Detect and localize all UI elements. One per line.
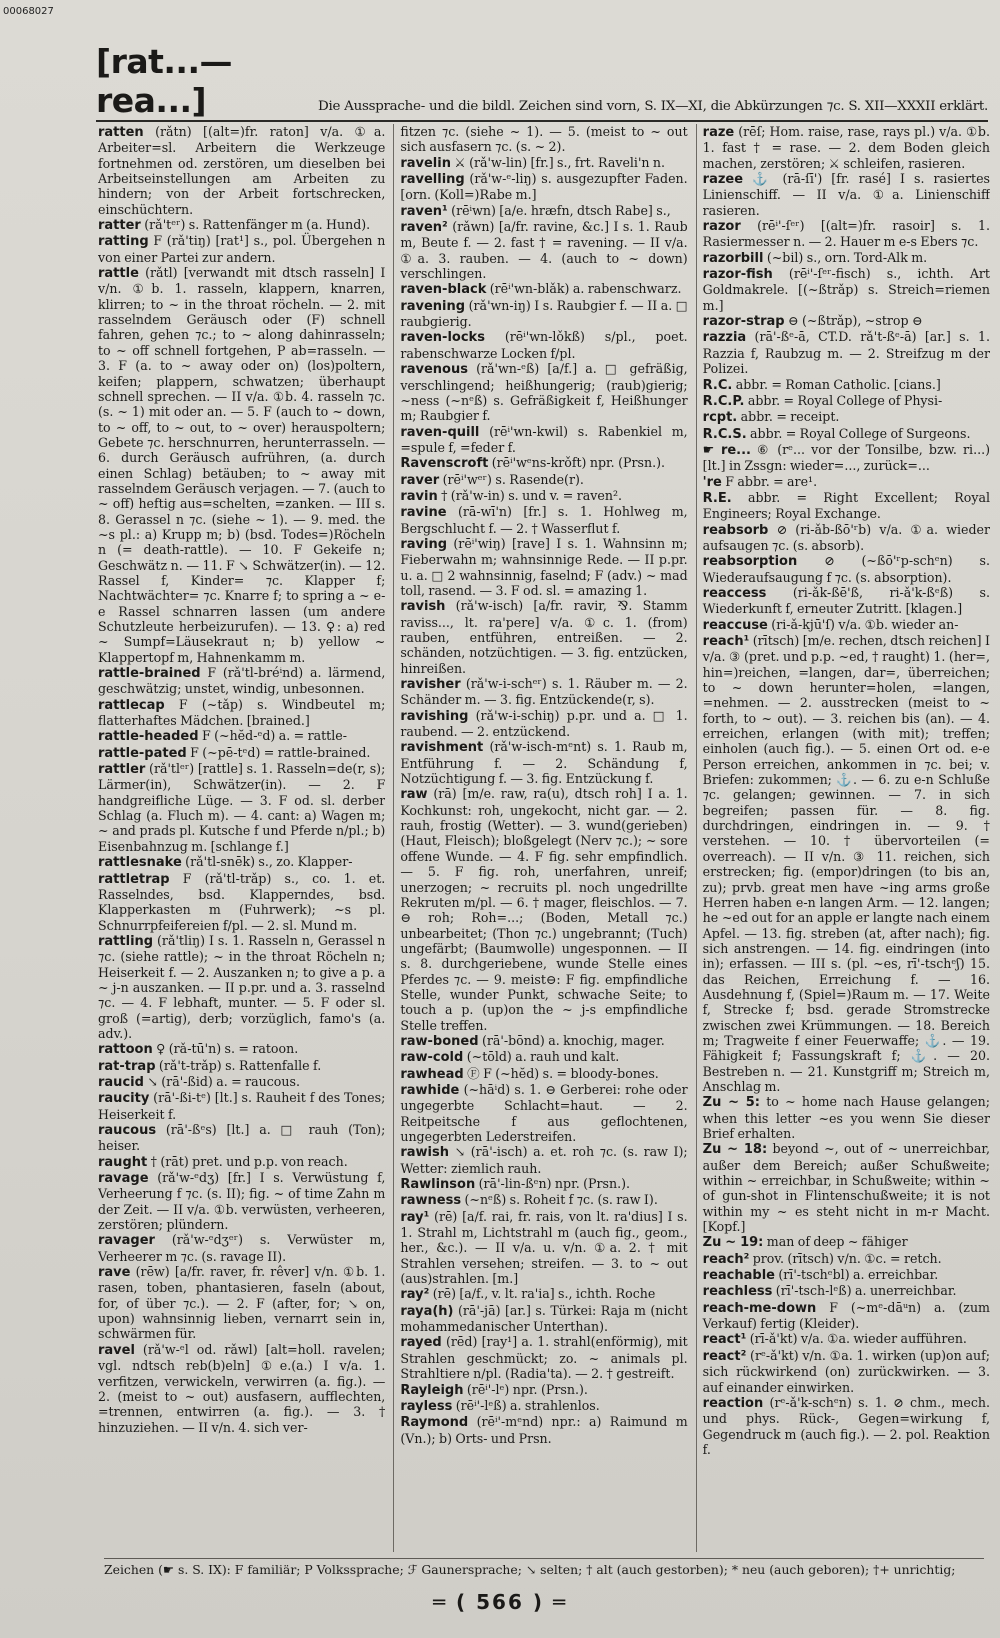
dictionary-entry (400, 424, 687, 456)
dictionary-entry (400, 329, 687, 361)
dictionary-entry (98, 761, 385, 854)
dictionary-entry (703, 490, 990, 522)
entry-headword: rattle (98, 266, 139, 282)
entry-headword: raven¹ (400, 203, 448, 219)
dictionary-entry (98, 665, 385, 697)
entry-definition: F (~hĕd-ᵉd) a. = rattle- (201, 728, 347, 744)
dictionary-entry (400, 1398, 687, 1414)
entry-definition: abbr. = Royal College of Physi- (747, 392, 943, 408)
dictionary-entry (703, 633, 990, 1094)
dictionary-entry (703, 522, 990, 554)
footer-legend: Zeichen (☛ s. S. IX): F familiär; P Volkssprache; ℱ Gaunersprache; ↘ selten; † alt (auch gestorben); * neu (auch geboren); †+ unrichtig; (104, 1558, 984, 1577)
entry-definition: F (~tǎp) s. Windbeutel m; flatterhaftes Mädchen. [brained.] (98, 696, 386, 729)
dictionary-entry (98, 217, 385, 233)
entry-definition: (rēⁱ'-mᵉnd) npr.: a) Raimund m (Vn.); b) Orts- und Prsn. (400, 1414, 688, 1446)
entry-headword: rattletrap (98, 871, 170, 887)
entry-headword: ravager (98, 1233, 155, 1249)
dictionary-entry (703, 329, 990, 376)
entry-definition: (~hāⁱd) s. 1. ⊖ Gerberei: rohe oder ungegerbte Schlacht=haut. — 2. Reitpeitsche f aus geflochtenen, ungegerbten Lederstreifen. (400, 1081, 688, 1144)
entry-definition: (rēⁱ'-ſᵉʳ) [(alt=)fr. rasoir] s. 1. Rasiermesser n. — 2. Hauer m e-s Ebers ⁊c. (702, 218, 990, 250)
entry-headword: raw (400, 787, 428, 803)
dictionary-entry (98, 745, 385, 761)
entry-headword: rattoon (98, 1042, 153, 1058)
entry-definition: (rēſ; Hom. raise, rase, rays pl.) v/a. ①b. 1. fast † = rase. — 2. dem Boden gleich machen, zerstören; ⚔ schleifen, rasieren. (702, 124, 990, 171)
dictionary-entry (703, 553, 990, 585)
dictionary-entry (400, 536, 687, 598)
entry-definition: ⑥ (rᵉ... vor der Tonsilbe, bzw. ri...) [lt.] in Zssgn: wieder=..., zurück=... (702, 441, 990, 474)
entry-definition: (rᵉ-ǎ'kt) v/n. ①a. 1. wirken (up)on auf; sich rückwirkend (on) zurückwirken. — 3. auf einander einwirken. (702, 1347, 990, 1395)
entry-headword: reach² (702, 1251, 750, 1267)
entry-headword: ray² (400, 1287, 430, 1303)
entry-headword: raya(h) (400, 1303, 454, 1319)
dictionary-entry (703, 313, 990, 329)
entry-headword: R.C.S. (702, 426, 747, 442)
entry-definition: ♀ (rǎ-tū'n) s. = ratoon. (156, 1041, 299, 1057)
headword-range: [rat...—rea...] (96, 42, 233, 120)
dictionary-entry (400, 1176, 687, 1192)
entry-headword: rawhead (400, 1066, 464, 1082)
entry-definition: (~tōld) a. rauh und kalt. (466, 1049, 620, 1065)
entry-definition: (rǎ'wn-iŋ) I s. Raubgier f. — II a. □ raubgierig. (400, 297, 688, 330)
dictionary-entry (98, 871, 385, 933)
dictionary-entry (98, 1122, 385, 1154)
dictionary-entry (400, 1192, 687, 1208)
entry-definition: (rǎ'w-ᵉdʒ) [fr.] I s. Verwüstung f, Verheerung f ⁊c. (s. II); fig. ~ of time Zahn m der Zeit. — II v/a. ①b. verwüsten, verheeren, zerstören; plündern. (98, 1170, 386, 1233)
dictionary-entry (703, 393, 990, 409)
entry-definition: (rǎ'w-ᵉ-liŋ) s. ausgezupfter Faden. [orn. (Koll=)Rabe m.] (400, 171, 688, 203)
entry-definition: (rītsch) [m/e. rechen, dtsch reichen] I v/a. ③ (pret. und p.p. ~ed, † raught) 1. (her=, hin=)reichen, =langen, dar=, überreichen; to ~ down herunter=holen, =langen, =nehmen. — 2. ausstrecken (meist to ~ forth, to ~ out). — 3. reichen bis (an). — 4. erreichen, erlangen (with mit); treffen; einholen (auch fig.). — 5. einen Ort od. e-e Person erreichen, ankommen in ⁊c. bei; v. Briefen: zukommen; ⚓. — 6. zu e-n Schluße ⁊c. gelangen; gewinnen. — 7. in sich begreifen; passen für. — 8. fig. durchdringen, eindringen in. — 9. † verstehen. — 10. † übervorteilen (= overreach). — II v/n. ③ 11. reichen, sich erstrecken; fig. (empor)dringen (to bis an, zu); prvb. great men have ~ing arms große Herren haben e-n langen Arm. — 12. langen; he ~ed out for an apple er langte nach einem Apfel. — 13. fig. streben (at, after nach); fig. sich anstrengen. — 14. fig. eindringen (into in); erfassen. — III s. (pl. ~es, rī'-tschᵉʃ) 15. das Reichen, Erreichung f. — 16. Ausdehnung f, (Spiel=)Raum m. — 17. Weite f, Strecke f; bsd. gerade Stromstrecke zwischen zwei Krümmungen. — 18. Bereich m; Tragweite f einer Feuerwaffe; ⚓. — 19. Fähigkeit f; Fassungskraft f; ⚓. — 20. Bestreben n. — 21. Kunstgriff m; Streich m, Anschlag m. (702, 633, 990, 1094)
entry-headword: raven² (400, 220, 448, 236)
dictionary-entry (703, 1283, 990, 1299)
entry-definition: abbr. = Roman Catholic. [cians.] (735, 376, 941, 392)
entry-definition: † (rǎ'w-in) s. und v. = raven². (441, 487, 622, 503)
dictionary-entry (400, 298, 687, 330)
entry-headword: Zu ~ 19: (702, 1235, 764, 1251)
entry-definition: (rǎ'w-i-schᵉʳ) s. 1. Räuber m. — 2. Schänder m. — 3. fig. Entzückende(r, s). (400, 676, 688, 708)
entry-definition: (rᵉ-ǎ'k-schᵉn) s. 1. ⊘ chm., mech. und phys. Rück-, Gegen=wirkung f, Gegendruck m (auch fig.). — 2. pol. Reaktion f. (702, 1394, 990, 1457)
entry-definition: (rēⁱ'-ſᵉʳ-fisch) s., ichth. Art Goldmakrele. [(~ßtrǎp) s. Streich=riemen m.] (702, 266, 990, 313)
entry-definition: † (rāt) pret. und p.p. von reach. (150, 1153, 348, 1169)
entry-headword: reachable (702, 1268, 775, 1284)
entry-headword: ravine (400, 505, 447, 521)
entry-headword: ravelin (400, 155, 451, 171)
dictionary-entry (400, 1303, 687, 1335)
entry-definition: man of deep ~ fähiger (766, 1234, 908, 1250)
header-note: Die Aussprache- und die bildl. Zeichen sind vorn, S. IX—XI, die Abkürzungen ⁊c. S. XII—XXXII erklärt. (317, 99, 988, 114)
entry-headword: ratting (98, 234, 149, 250)
entry-headword: Ravenscroft (400, 456, 489, 472)
dictionary-entry (98, 265, 385, 665)
entry-definition: (rā-wī'n) [fr.] s. 1. Hohlweg m, Bergschlucht f. — 2. † Wasserflut f. (400, 504, 688, 536)
dictionary-entry (703, 1234, 990, 1250)
entry-definition: abbr. = Royal College of Surgeons. (750, 425, 971, 441)
entry-headword: react¹ (702, 1332, 747, 1348)
entry-definition: abbr. = Right Excellent; Royal Engineers; Royal Exchange. (702, 489, 990, 522)
dictionary-entry (98, 1264, 385, 1342)
dictionary-entry (703, 1267, 990, 1283)
entry-headword: Raymond (400, 1415, 469, 1431)
entry-headword: raze (702, 125, 735, 140)
entry-definition: (rǎ'w-i-schiŋ) p.pr. und a. □ 1. raubend. — 2. entzückend. (400, 707, 688, 740)
dictionary-entry (98, 233, 385, 265)
entry-headword: rattling (98, 933, 154, 949)
dictionary-entry (400, 472, 687, 488)
entry-definition: (rǎ'w-ᵉl od. rǎwl) [alt=holl. ravelen; vgl. ndtsch reb(b)eln] ①e.(a.) I v/a. 1. verfitzen, verwickeln, verwirren (a. fig.). — 2. (meist to ~ out) ausfasern, aufflechten, =trennen, entwirren (a. fig.). — 3. † hinzuziehen. — II v/n. 4. sich ver- (98, 1341, 386, 1435)
entry-headword: rawish (400, 1145, 449, 1161)
entry-headword: rattlecap (98, 697, 165, 713)
entry-headword: razorbill (702, 250, 764, 266)
entry-definition: (rēd) [ray¹] a. 1. strahl(enförmig), mit Strahlen geschmückt; zo. ~ animals pl. Strahltiere n/pl. (Radia'ta). — 2. † gestreift. (400, 1334, 688, 1382)
entry-definition: (rēⁱ'wn-lǒkß) s/pl., poet. rabenschwarze Locken f/pl. (400, 329, 688, 361)
dictionary-entry (98, 933, 385, 1041)
entry-definition: (rēⁱ'-lᵉ) npr. (Prsn.). (466, 1381, 588, 1397)
entry-headword: ravish (400, 599, 446, 615)
dictionary-entry (400, 455, 687, 471)
entry-headword: raving (400, 536, 448, 552)
entry-definition: F (~mᵉ-dāᵘn) a. (zum Verkauf) fertig (Kleider). (702, 1299, 990, 1332)
dictionary-entry (703, 250, 990, 266)
entry-definition: (rēw) [a/fr. raver, fr. rêver] v/n. ①b. 1. rasen, toben, phantasieren, faseln (about, for, of über ⁊c.). — 2. F (after, for; ↘ on, upon) wahnsinnig lieben, vernarrt sein in, schwärmen für. (98, 1264, 386, 1342)
entry-definition: ⚓ (rā-ſī') [fr. rasé] I s. rasiertes Linienschiff. — II v/a. ①a. Linienschiff rasieren. (702, 171, 990, 218)
column-left (98, 124, 385, 1552)
dictionary-entry (98, 728, 385, 744)
entry-headword: rattle-brained (98, 666, 201, 682)
dictionary-entry (98, 697, 385, 729)
entry-headword: react² (702, 1348, 747, 1364)
dictionary-entry (703, 377, 990, 393)
dictionary-entry (400, 504, 687, 536)
entry-definition: (rǎ'w-isch-mᵉnt) s. 1. Raub m, Entführung f. — 2. Schändung f, Notzüchtigung f. — 3. fig. Entzückung f. (400, 739, 688, 787)
entry-headword: ☛ re... (702, 442, 751, 458)
entry-headword: raught (98, 1154, 148, 1170)
dictionary-entry (703, 617, 990, 633)
entry-headword: reaccuse (702, 617, 768, 633)
entry-headword: reaccess (702, 585, 767, 601)
entry-headword: raucity (98, 1091, 150, 1107)
entry-definition: (ri-ǎ-kjū'ſ) v/a. ①b. wieder an- (771, 616, 959, 632)
entry-headword: ravenous (400, 362, 468, 378)
entry-definition: (rē) [a/f. rai, fr. rais, von lt. ra'dius] I s. 1. Strahl m, Lichtstrahl m (auch fig., geom., her., &c.). — II v/a. u. v/n. ①a. 2. † mit Strahlen versehen; streifen. — 3. to ~ out (aus)strahlen. [m.] (400, 1208, 688, 1287)
dictionary-entry (98, 1154, 385, 1170)
entry-definition: (rǎtn) [(alt=)fr. raton] v/a. ①a. Arbeiter=sl. Arbeitern die Werkzeuge fortnehmen od. zerstören, um dieselben bei Arbeitseinstellungen am Arbeiten zu hindern; von der Arbeit fortschrecken, einschüchtern. (98, 124, 386, 217)
dictionary-entry (703, 1348, 990, 1395)
entry-headword: reach-me-down (702, 1300, 817, 1316)
dictionary-entry (98, 1041, 385, 1057)
dictionary-entry (400, 155, 687, 171)
dictionary-entry (400, 1209, 687, 1287)
entry-definition: (rǎ'wn-ᵉß) [a/f.] a. □ gefräßig, verschlingend; heißhungerig; (raub)gierig; ~ness (~nᵉß) s. Gefräßigkeit f, Heißhunger m; Raubgier f. (400, 361, 688, 424)
dictionary-entry (400, 598, 687, 676)
entry-headword: ratten (98, 125, 144, 140)
entry-headword: razzia (702, 330, 747, 346)
entry-definition: abbr. = receipt. (740, 409, 840, 425)
entry-headword: rattle-pated (98, 745, 187, 761)
entry-definition: ⊘ (~ßō'ʳp-schᵉn) s. Wiederaufsaugung f ⁊c. (s. absorption). (702, 553, 990, 585)
dictionary-entry (703, 409, 990, 425)
dictionary-entry (400, 1049, 687, 1065)
entry-headword: razee (702, 172, 744, 188)
scan-id: 00068027 (3, 6, 54, 17)
entry-definition: ↘ (rā'-ßid) a. = raucous. (147, 1073, 300, 1089)
entry-headword: raw-cold (400, 1050, 464, 1066)
running-head (96, 42, 988, 122)
dictionary-entry (98, 1170, 385, 1232)
entry-headword: ray¹ (400, 1209, 430, 1225)
entry-definition: (rēⁱ'-lᵉß) a. strahlenlos. (455, 1397, 600, 1413)
dictionary-entry (703, 1251, 990, 1267)
dictionary-entry (703, 1094, 990, 1141)
entry-definition: F (rǎ'tiŋ) [rat¹] s., pol. Übergehen n von einer Partei zur andern. (98, 233, 386, 265)
entry-definition: (rǎ't-trǎp) s. Rattenfalle f. (158, 1057, 322, 1073)
entry-definition: (rǎ'tᵉʳ) s. Rattenfänger m (a. Hund). (144, 217, 371, 233)
dictionary-entry (703, 218, 990, 250)
entry-definition: (rēⁱ'wn-blǎk) a. rabenschwarz. (489, 281, 682, 297)
entry-headword: Rawlinson (400, 1177, 476, 1193)
dictionary-entry (703, 474, 990, 490)
entry-headword: rattle-headed (98, 729, 199, 745)
dictionary-entry (400, 676, 687, 708)
entry-headword: ravishing (400, 708, 469, 724)
dictionary-entry (400, 1334, 687, 1381)
dictionary-entry (703, 585, 990, 617)
dictionary-entry (98, 1074, 385, 1090)
entry-headword: ratter (98, 218, 141, 234)
entry-headword: rattler (98, 762, 146, 778)
entry-headword: reach¹ (702, 634, 750, 649)
entry-headword: rat-trap (98, 1058, 156, 1074)
entry-definition: (rǎ'w-isch) [a/fr. ravir, ⅋. Stamm raviss..., lt. ra'pere] v/a. ①c. 1. (from) rauben, entführen, entreißen. — 2. schänden, notzüchtigen. — 3. fig. entzücken, hinreißen. (400, 598, 688, 676)
dictionary-entry (400, 488, 687, 504)
entry-headword: ravel (98, 1342, 135, 1358)
entry-definition: (rā'-bōnd) a. knochig, mager. (481, 1032, 665, 1048)
dictionary-entry (400, 708, 687, 740)
dictionary-entry (400, 203, 687, 219)
entry-headword: ravisher (400, 677, 461, 693)
dictionary-entry (98, 124, 385, 217)
entry-definition: (rēⁱ'wᵉʳ) s. Rasende(r). (442, 471, 584, 487)
entry-headword: rcpt. (702, 410, 738, 426)
entry-headword: R.E. (702, 490, 732, 506)
entry-headword: ravelling (400, 172, 465, 188)
entry-definition: (~bil) s., orn. Tord-Alk m. (766, 249, 928, 265)
entry-headword: raucous (98, 1123, 157, 1138)
dictionary-entry (400, 1414, 687, 1446)
dictionary-entry (400, 1144, 687, 1176)
dictionary-entry (703, 442, 990, 474)
entry-headword: razor (702, 219, 741, 235)
dictionary-entry (703, 124, 990, 171)
dictionary-entry (98, 1232, 385, 1264)
entry-headword: Zu ~ 5: (702, 1095, 760, 1111)
entry-definition: (rǎ'w-ᵉdʒᵉʳ) s. Verwüster m, Verheerer m ⁊c. (s. ravage II). (98, 1232, 386, 1264)
entry-headword: razor-fish (702, 267, 773, 283)
entry-headword: rawness (400, 1193, 462, 1209)
dictionary-entry (400, 739, 687, 786)
entry-headword: Zu ~ 18: (702, 1142, 768, 1158)
entry-definition: (rē) [a/f., v. lt. ra'ia] s., ichth. Roche (432, 1286, 656, 1302)
entry-headword: R.C.P. (702, 393, 745, 409)
dictionary-entry (98, 1090, 385, 1122)
entry-headword: rayed (400, 1335, 442, 1351)
dictionary-entry (98, 1342, 385, 1435)
dictionary-entry (703, 1395, 990, 1457)
entry-definition: F (~pē-tᵉd) = rattle-brained. (190, 744, 371, 760)
dictionary-entry (703, 426, 990, 442)
entry-definition: ↘ (rā'-isch) a. et. roh ⁊c. (s. raw I); Wetter: ziemlich rauh. (400, 1144, 688, 1176)
entry-headword: ravin (400, 488, 438, 504)
dictionary-entry (98, 854, 385, 870)
entry-headword: raucid (98, 1074, 144, 1090)
column-right (696, 124, 990, 1552)
entry-definition: F abbr. = are¹. (725, 473, 818, 489)
dictionary-entry (400, 1066, 687, 1082)
entry-definition: (rēⁱ'wᵉns-krǒft) npr. (Prsn.). (491, 455, 665, 471)
entry-headword: raw-boned (400, 1033, 479, 1049)
dictionary-entry (703, 1141, 990, 1234)
entry-headword: raven-quill (400, 424, 480, 440)
entry-definition: Ⓕ F (~hĕd) s. = bloody-bones. (467, 1065, 659, 1081)
entry-headword: 're (702, 474, 722, 490)
entry-definition: (rā) [m/e. raw, ra(u), dtsch roh] I a. 1. Kochkunst: roh, ungekocht, nicht gar. — 2. rauh, frostig (Wetter). — 3. wund(gerieben) (Haut, Fleisch); bloßgelegt (Nerv ⁊c.); ~ sore offene Wunde. — 4. F fig. sehr empfindlich. — 5. F fig. roh, unerfahren, unreif; unerzogen; ~ recruits pl. noch ungedrillte Rekruten m/pl. — 6. † mager, fleischlos. — 7. ⊖ roh; Roh=...; (Boden, Metall ⁊c.) unbearbeitet; (Thon ⁊c.) ungebrannt; (Tuch) ungefärbt; (Baumwolle) ungesponnen. — II s. 8. durchgeriebene, wunde Stelle eines Pferdes ⁊c. — 9. meist⊖: F fig. empfindliche Stelle, wunder Punkt, schwache Seite; to touch a p. (up)on the ~ j-s empfindliche Stelle treffen. (400, 786, 688, 1033)
dictionary-entry (703, 1300, 990, 1332)
entry-definition: beyond ~, out of ~ unerreichbar, außer dem Bereich; außer Schußweite; within ~ erreichbar, in Schußweite; within ~ of gun-shot in Flintenschußweite; it is not within my ~ es steht nicht in m-r Macht. [Kopf.] (702, 1141, 990, 1235)
entry-definition: (rī'-tsch-lᵉß) a. unerreichbar. (775, 1283, 957, 1299)
entry-definition: prov. (rītsch) v/n. ①c. = retch. (752, 1250, 942, 1266)
dictionary-entry (400, 171, 687, 203)
entry-definition: ⚔ (rǎ'w-lin) [fr.] s., frt. Raveli'n n. (454, 154, 666, 170)
entry-definition: (rā'-lin-ßᵉn) npr. (Prsn.). (478, 1176, 631, 1192)
entry-definition: (rǎtl) [verwandt mit dtsch rasseln] I v/n. ①b. 1. rasseln, klappern, knarren, klirren; to ~ in the throat röcheln. — 2. mit rasselndem Geräusch oder (F) schnell fahren, gehen ⁊c.; to ~ along dahinrasseln; to ~ off schnell fortgehen, P ab=rasseln. — 3. F (a. to ~ away oder on) (los)poltern, keifen; plappern, schwatzen; überhaupt schnell sprechen. — II v/a. ①b. 4. rasseln ⁊c. (s. ~ 1) mit oder an. — 5. F (auch to ~ down, to ~ off, to ~ out, to ~ over) herauspoltern; Gebete ⁊c. herschnurren, herunterrasseln. — 6. durch Geräusch aufrühren, (a. durch einen Schlag) betäuben; to ~ away mit rasselndem Geräusch verjagen. — 7. (auch to ~ off) heftig aus=schelten, =zanken. — III s. 8. Gerassel n ⁊c. (siehe ~ 1). — 9. med. the ~s pl.: a) Krupp m; b) (bsd. Todes=)Röcheln n (= death-rattle). — 10. F Gekeife n; Geschwätz n. — 11. F ↘ Schwätzer(in). — 12. Rassel f, Kinder= ⁊c. Klapper f; Nachtwächter= ⁊c. Knarre f; to spring a ~ e-e Rassel schnarren lassen (um andere Schutzleute herbeizurufen). — 13. ♀: a) red ~ Sumpf=Läusekraut n; b) yellow ~ Klappertopf m, Hahnenkamm m. (98, 265, 386, 665)
dictionary-entry (703, 1331, 990, 1347)
entry-headword: reabsorption (702, 554, 798, 570)
entry-definition: F (rǎ'tl-trǎp) s., co. 1. et. Rasselndes, bsd. Klapperndes, bsd. Klapperkasten m (Fuhrwerk); ~s pl. Schnurrpfeifereien f/pl. — 2. sl. Mund m. (98, 870, 386, 933)
entry-headword: rattlesnake (98, 855, 182, 871)
entry-definition: (rā'-ßᵉs) [lt.] a. □ rauh (Ton); heiser. (98, 1122, 386, 1154)
dictionary-entry (400, 361, 687, 423)
entry-headword: rawhide (400, 1082, 460, 1098)
entry-definition: (rēⁱwn) [a/e. hræfn, dtsch Rabe] s., (451, 202, 671, 218)
entry-definition: (rēⁱ'wn-kwil) s. Rabenkiel m, =spule f, =feder f. (400, 423, 688, 455)
entry-definition: (rā'-jā) [ar.] s. Türkei: Raja m (nicht mohammedanischer Unterthan). (400, 1302, 688, 1335)
entry-definition: (rǎwn) [a/fr. ravine, &c.] I s. 1. Raub m, Beute f. — 2. fast † = ravening. — II v/a. ①a. 3. rauben. — 4. (auch to ~ down) verschlingen. (400, 219, 688, 282)
entry-headword: razor-strap (702, 314, 785, 330)
dictionary-entry (400, 1382, 687, 1398)
entry-headword: ravening (400, 298, 466, 314)
entry-headword: R.C. (702, 377, 733, 393)
entry-definition: F (rǎ'tl-bréⁱnd) a. lärmend, geschwätzig; unstet, windig, unbesonnen. (98, 665, 386, 697)
dictionary-entry (703, 266, 990, 313)
entry-headword: rayless (400, 1398, 453, 1414)
entry-definition: (rā'-ßᵉ-ā, CT.D. rǎ't-ßᵉ-ā) [ar.] s. 1. Razzia f, Raubzug m. — 2. Streifzug m der Polizei. (702, 329, 990, 377)
entry-definition: (ri-ǎk-ßē'ß, ri-ǎ'k-ßᵉß) s. Wiederkunft f, erneuter Zutritt. [klagen.] (702, 584, 990, 617)
entry-definition: ⊘ (ri-ǎb-ßō'ʳb) v/a. ①a. wieder aufsaugen ⁊c. (s. absorb). (702, 521, 990, 553)
entry-definition: to ~ home nach Hause gelangen; when this letter ~es you wenn Sie dieser Brief erhalten. (702, 1094, 990, 1141)
dictionary-entry (400, 124, 687, 155)
entry-definition: (~nᵉß) s. Roheit f ⁊c. (s. raw I). (464, 1192, 658, 1208)
entry-headword: ravishment (400, 740, 484, 756)
column-middle (393, 124, 687, 1552)
entry-headword: reabsorb (702, 522, 769, 538)
entry-headword: Rayleigh (400, 1382, 464, 1398)
entry-definition: (rǎ'tlᵉʳ) [rattle] s. 1. Rasseln=de(r, s); Lärmer(in), Schwätzer(in). — 2. F handgreifliche Lüge. — 3. F od. sl. derber Schlag (a. Fluch m). — 4. cant: a) Wagen m; ~ and prads pl. Kutsche f und Pferde n/pl.; b) Eisenbahnzug m. [schlange f.] (98, 761, 386, 854)
entry-headword: ravage (98, 1171, 149, 1187)
entry-definition: (rǎ'tliŋ) I s. 1. Rasseln n, Gerassel n ⁊c. (siehe rattle); ~ in the throat Röcheln n; Heiserkeit f. — 2. Auszanken n; to give a p. a ~ j-n auszanken. — II p.pr. und a. 3. rasselnd ⁊c. — 4. F lebhaft, munter. — 5. F oder sl. groß (=artig), derb; vorzüglich, famo's (a. adv.). (98, 932, 386, 1041)
entry-headword: reachless (702, 1284, 773, 1300)
entry-definition: (rā'-ßi-tᵉ) [lt.] s. Rauheit f des Tones; Heiserkeit f. (98, 1090, 386, 1122)
dictionary-entry (703, 171, 990, 218)
entry-headword: reaction (702, 1395, 764, 1411)
entry-headword: raven-locks (400, 330, 485, 346)
entry-definition: (rī-ǎ'kt) v/a. ①a. wieder aufführen. (749, 1331, 967, 1347)
entry-definition: (rī'-tschᵉbl) a. erreichbar. (778, 1267, 939, 1283)
dictionary-entry (400, 281, 687, 297)
dictionary-entry (400, 1033, 687, 1049)
entry-definition: fitzen ⁊c. (siehe ~ 1). — 5. (meist to ~ out sich ausfasern ⁊c. (s. ~ 2). (400, 124, 688, 155)
dictionary-entry (400, 786, 687, 1033)
page-number: ═ ( 566 ) ═ (433, 1590, 567, 1614)
entry-definition: (rēⁱ'wiŋ) [rave] I s. 1. Wahnsinn m; Fieberwahn m; wahnsinnige Rede. — II p.pr. u. a. □ 2 wahnsinnig, faselnd; F (adv.) ~ mad toll, rasend. — 3. F od. sl. = amazing 1. (400, 535, 688, 598)
dictionary-entry (400, 1286, 687, 1302)
dictionary-entry (98, 1058, 385, 1074)
entry-headword: raven-black (400, 282, 487, 298)
text-columns (98, 124, 990, 1552)
entry-definition: (rǎ'tl-snēk) s., zo. Klapper- (185, 854, 353, 870)
entry-headword: rave (98, 1265, 131, 1281)
dictionary-entry (400, 1082, 687, 1144)
entry-headword: raver (400, 472, 440, 488)
entry-definition: ⊖ (~ßtrǎp), ~strop ⊖ (788, 313, 923, 329)
dictionary-entry (400, 219, 687, 281)
